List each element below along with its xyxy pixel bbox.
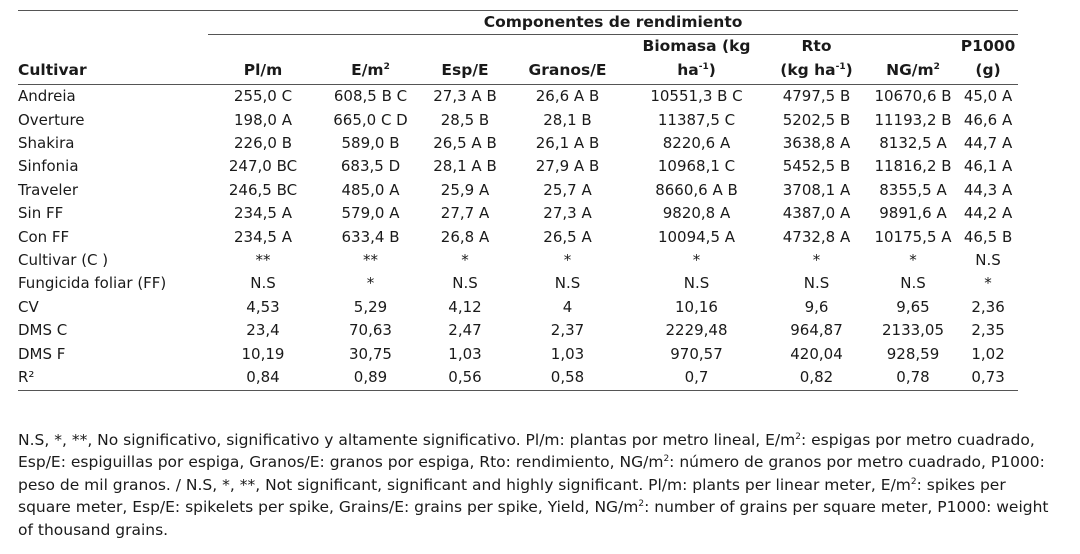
table-cell: 10968,1 C bbox=[657, 157, 736, 176]
table-cell: 27,3 A B bbox=[433, 87, 497, 106]
table-cell: 226,0 B bbox=[233, 134, 292, 153]
table-cell: 8660,6 A B bbox=[655, 180, 738, 199]
table-cell: N.S bbox=[452, 274, 478, 293]
table-cell: 1,03 bbox=[448, 344, 482, 363]
column-header-line1: P1000 bbox=[960, 37, 1016, 56]
table-cell: 27,7 A bbox=[440, 204, 490, 223]
table-cell: 234,5 A bbox=[234, 204, 292, 223]
table-footnote bbox=[18, 429, 1058, 541]
table-cell: 964,87 bbox=[790, 321, 843, 340]
table-cell: 8132,5 A bbox=[879, 134, 947, 153]
column-header-superscript: 2 bbox=[933, 61, 940, 72]
table-body bbox=[18, 85, 1018, 390]
table-cell: 46,1 A bbox=[963, 157, 1013, 176]
footnote-superscript: 2 bbox=[910, 476, 917, 487]
table-cell: 10670,6 B bbox=[874, 87, 952, 106]
footnote-text: : spikes per square meter, Esp/E: spikelets per spike, Grains/E: grains per spike, Yield, NG/m bbox=[18, 475, 1006, 517]
table-cell: 0,7 bbox=[684, 368, 709, 387]
table-cell: * bbox=[461, 251, 469, 270]
column-header-superscript: -1 bbox=[835, 61, 846, 72]
row-label: Fungicida foliar (FF) bbox=[18, 274, 167, 293]
table-cell: 10,16 bbox=[675, 297, 718, 316]
table-cell: 0,58 bbox=[550, 368, 585, 387]
column-header-biomasa bbox=[628, 35, 765, 85]
table-cell: 0,73 bbox=[971, 368, 1005, 387]
table-cell: 234,5 A bbox=[234, 227, 292, 246]
column-header-esp bbox=[423, 35, 507, 85]
table-cell: 970,57 bbox=[670, 344, 723, 363]
column-header-line2-suffix: ) bbox=[845, 60, 853, 79]
row-label: Overture bbox=[18, 110, 85, 129]
table-cell: 70,63 bbox=[349, 321, 392, 340]
table-row bbox=[18, 249, 1018, 272]
table-cell: 198,0 A bbox=[234, 110, 292, 129]
table-cell: 247,0 BC bbox=[228, 157, 298, 176]
table-cell: 8355,5 A bbox=[879, 180, 947, 199]
yield-components-table-container bbox=[18, 10, 1018, 391]
table-cell: 27,9 A B bbox=[535, 157, 600, 176]
row-label: R² bbox=[18, 368, 35, 387]
table-cell: * bbox=[563, 251, 572, 270]
column-header-granos bbox=[507, 35, 628, 85]
table-cell: 27,3 A bbox=[543, 204, 592, 223]
table-cell: 4732,8 A bbox=[782, 227, 851, 246]
table-cell: N.S bbox=[250, 274, 276, 293]
column-header-text: NG/m bbox=[886, 60, 934, 79]
column-header-line2-text: ha bbox=[677, 60, 699, 79]
group-header-row bbox=[18, 11, 1018, 35]
footnote-text: : número de granos por metro cuadrado, P1000: peso de mil granos. / N.S, *, **, Not significant, significant and highly significant. Pl/m: plants per linear meter, E/m bbox=[18, 453, 1045, 494]
table-cell: 28,5 B bbox=[440, 110, 490, 129]
table-cell: 44,3 A bbox=[963, 180, 1013, 199]
table-row bbox=[18, 179, 1018, 202]
table-cell: 9820,8 A bbox=[662, 204, 731, 223]
row-label: Sin FF bbox=[18, 204, 64, 223]
table-cell: 28,1 A B bbox=[433, 157, 497, 176]
column-header-text: Pl/m bbox=[243, 60, 283, 79]
table-cell: 9,6 bbox=[804, 297, 829, 316]
table-row bbox=[18, 319, 1018, 342]
footnote-superscript: 2 bbox=[795, 432, 801, 442]
table-cell: 26,5 A bbox=[543, 227, 592, 246]
footnote-text: N.S, *, **, No significativo, significativo y altamente significativo. Pl/m: plantas por metro lineal, E/m bbox=[18, 431, 796, 449]
table-row bbox=[18, 296, 1018, 319]
column-header-line1: Biomasa (kg bbox=[642, 37, 751, 56]
column-header-text: Granos/E bbox=[528, 60, 607, 79]
table-cell: 683,5 D bbox=[340, 157, 401, 176]
table-cell: 3638,8 A bbox=[782, 134, 851, 153]
table-cell: 11816,2 B bbox=[874, 157, 952, 176]
table-row bbox=[18, 155, 1018, 178]
yield-components-table bbox=[18, 10, 1018, 391]
table-cell: 4 bbox=[562, 297, 573, 316]
table-cell: ** bbox=[363, 251, 378, 270]
column-header-pl bbox=[208, 35, 318, 85]
column-header-row bbox=[18, 35, 1018, 85]
table-cell: 23,4 bbox=[246, 321, 280, 340]
table-cell: 255,0 C bbox=[233, 87, 293, 106]
row-label: Traveler bbox=[18, 180, 78, 199]
table-cell: 10,19 bbox=[241, 344, 285, 363]
footnote-text: : espigas por metro cuadrado, Esp/E: espiguillas por espiga, Granos/E: granos por espiga, Rto: rendimiento, NG/m bbox=[18, 431, 1035, 472]
table-row bbox=[18, 226, 1018, 249]
table-cell: 1,02 bbox=[971, 344, 1005, 363]
table-cell: 10551,3 B C bbox=[650, 87, 743, 106]
footnote-text: : number of grains per square meter, P1000: weight of thousand grains. bbox=[18, 498, 1049, 539]
table-cell: N.S bbox=[803, 274, 830, 293]
table-row bbox=[18, 109, 1018, 132]
table-cell: 8220,6 A bbox=[662, 134, 731, 153]
row-label: Cultivar (C ) bbox=[18, 251, 109, 270]
table-cell: 420,04 bbox=[790, 344, 843, 363]
table-cell: 3708,1 A bbox=[782, 180, 851, 199]
table-cell: 30,75 bbox=[349, 344, 392, 363]
table-cell: 25,7 A bbox=[543, 180, 592, 199]
table-row bbox=[18, 202, 1018, 225]
row-label: Shakira bbox=[18, 134, 75, 153]
column-header-line1: Rto bbox=[801, 37, 832, 56]
table-cell: 608,5 B C bbox=[333, 87, 408, 106]
column-header-superscript: 2 bbox=[383, 61, 390, 72]
table-cell: 0,56 bbox=[448, 368, 482, 387]
column-header-line2-text: (kg ha bbox=[780, 60, 836, 79]
table-cell: N.S bbox=[975, 251, 1001, 270]
table-cell: * bbox=[984, 274, 992, 293]
table-cell: 26,6 A B bbox=[535, 87, 600, 106]
table-cell: 25,9 A bbox=[440, 180, 490, 199]
group-header: Componentes de rendimiento bbox=[208, 11, 1018, 35]
table-cell: 2,35 bbox=[971, 321, 1005, 340]
table-row bbox=[18, 366, 1018, 390]
column-header-ng bbox=[868, 35, 958, 85]
column-header-rto bbox=[765, 35, 868, 85]
column-header-text: E/m bbox=[351, 60, 384, 79]
table-row bbox=[18, 272, 1018, 295]
table-cell: ** bbox=[255, 251, 271, 270]
row-label: DMS F bbox=[18, 344, 66, 363]
table-cell: 10094,5 A bbox=[657, 227, 736, 246]
table-cell: 579,0 A bbox=[341, 204, 400, 223]
table-cell: 26,8 A bbox=[440, 227, 490, 246]
table-cell: 4,53 bbox=[246, 297, 280, 316]
table-cell: 1,03 bbox=[550, 344, 585, 363]
table-cell: N.S bbox=[683, 274, 710, 293]
table-cell: 11387,5 C bbox=[657, 110, 736, 129]
table-cell: 4,12 bbox=[448, 297, 482, 316]
table-cell: 44,7 A bbox=[963, 134, 1013, 153]
table-cell: 0,82 bbox=[799, 368, 834, 387]
table-cell: * bbox=[909, 251, 917, 270]
row-label: CV bbox=[18, 297, 39, 316]
table-cell: 4387,0 A bbox=[782, 204, 851, 223]
row-label: Sinfonia bbox=[18, 157, 79, 176]
column-header-p1000 bbox=[958, 35, 1018, 85]
table-cell: N.S bbox=[900, 274, 926, 293]
table-cell: 10175,5 A bbox=[874, 227, 952, 246]
row-label: DMS C bbox=[18, 321, 68, 340]
table-cell: * bbox=[366, 274, 375, 293]
table-cell: 4797,5 B bbox=[782, 87, 851, 106]
table-cell: 46,6 A bbox=[963, 110, 1013, 129]
table-cell: 928,59 bbox=[886, 344, 940, 363]
table-cell: 28,1 B bbox=[543, 110, 592, 129]
table-cell: 5,29 bbox=[353, 297, 388, 316]
row-header-cultivar: Cultivar bbox=[18, 60, 87, 79]
table-cell: N.S bbox=[554, 274, 581, 293]
table-cell: 45,0 A bbox=[963, 87, 1013, 106]
group-header-spacer bbox=[18, 11, 208, 35]
table-cell: 2,36 bbox=[971, 297, 1005, 316]
table-cell: 485,0 A bbox=[341, 180, 400, 199]
table-cell: 46,5 B bbox=[963, 227, 1013, 246]
table-cell: 9891,6 A bbox=[879, 204, 947, 223]
table-cell: 633,4 B bbox=[341, 227, 400, 246]
column-header-line2-text: (g) bbox=[975, 60, 1001, 79]
table-cell: 589,0 B bbox=[341, 134, 400, 153]
table-cell: 5452,5 B bbox=[782, 157, 851, 176]
row-label: Andreia bbox=[18, 87, 76, 106]
table-cell: 0,78 bbox=[896, 368, 930, 387]
column-header-line2-suffix: ) bbox=[708, 60, 716, 79]
column-header-superscript: -1 bbox=[698, 61, 709, 72]
table-cell: 11193,2 B bbox=[874, 110, 952, 129]
row-label: Con FF bbox=[18, 227, 70, 246]
table-cell: * bbox=[692, 251, 701, 270]
table-row bbox=[18, 132, 1018, 155]
table-row bbox=[18, 85, 1018, 109]
table-cell: 44,2 A bbox=[963, 204, 1013, 223]
table-cell: 5202,5 B bbox=[782, 110, 851, 129]
table-cell: 2133,05 bbox=[881, 321, 945, 340]
column-header-text: Esp/E bbox=[441, 60, 489, 79]
table-cell: 26,1 A B bbox=[535, 134, 600, 153]
table-cell: 0,84 bbox=[246, 368, 280, 387]
table-cell: 26,5 A B bbox=[433, 134, 497, 153]
footnote-superscript: 2 bbox=[638, 499, 645, 510]
table-cell: 665,0 C D bbox=[333, 110, 408, 129]
table-cell: 2229,48 bbox=[665, 321, 728, 340]
column-header-e bbox=[318, 35, 423, 85]
table-cell: 0,89 bbox=[353, 368, 388, 387]
table-cell: 9,65 bbox=[896, 297, 930, 316]
table-cell: 2,37 bbox=[550, 321, 585, 340]
table-cell: * bbox=[812, 251, 821, 270]
table-row bbox=[18, 343, 1018, 366]
footnote-superscript: 2 bbox=[663, 454, 670, 465]
table-cell: 2,47 bbox=[448, 321, 482, 340]
table-cell: 246,5 BC bbox=[228, 180, 298, 199]
